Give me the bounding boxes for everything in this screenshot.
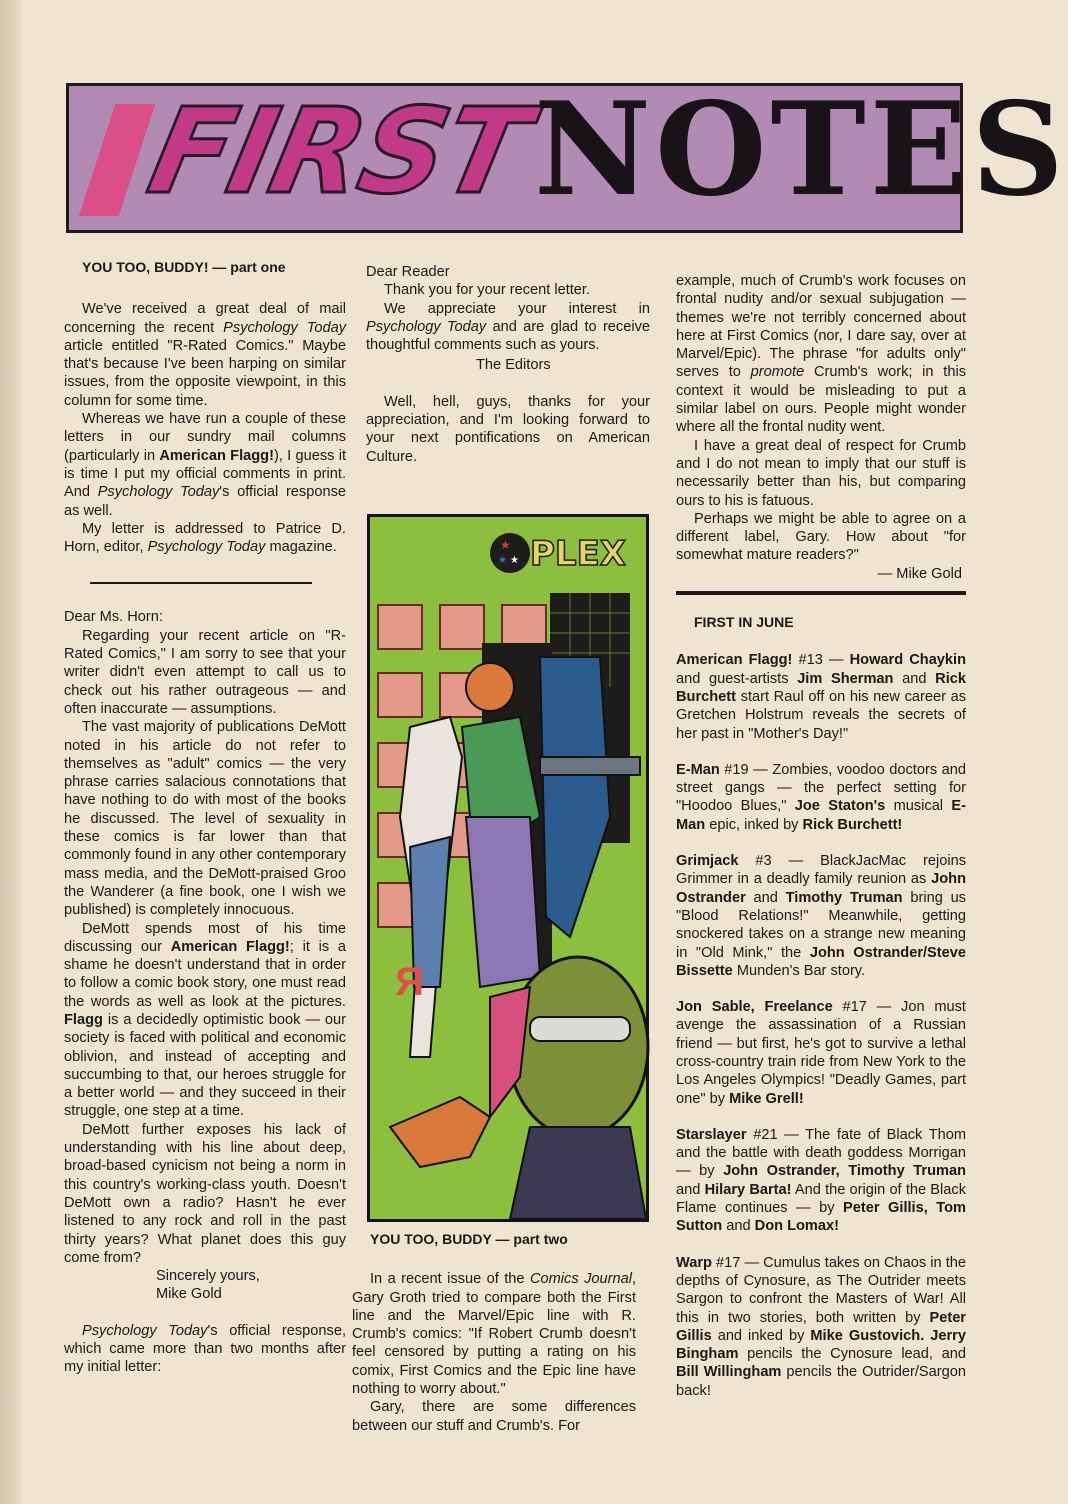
page-gutter [0,0,22,1504]
banner-notes-text: NOTES [534,75,1068,225]
listing-warp: Warp #17 — Cumulus takes on Chaos in the depths of Cynosure, as The Outrider meets Sargon to confront the Masters of War! All this in two stories, both written by Peter Gillis and inked by Mike Gustovich. Jerry Bingham pencils the Cynosure lead, and Bill Willingham pencils the Outrider/Sargon back! [676,1254,966,1399]
listing-grimjack: Grimjack #3 — BlackJacMac rejoins Grimmer in a deadly family reunion as John Ostrander and Timothy Truman bring us "Blood Relations!" Meanwhile, getting snockered takes on a strange new meaning in "Old Mink," the John Ostrander/Steve Bissette Munden's Bar story. [676,853,966,979]
section-heading-part-one: YOU TOO, BUDDY! — part one [82,259,286,275]
paragraph: Whereas we have run a couple of these letters in our sundry mail columns (particularly in American Flagg!), I guess it is time I put my official comments in print. And Psychology Today's official response as well. [64,411,347,519]
paragraph: We've received a great deal of mail concerning the recent Psychology Today article entitled "R-Rated Comics." Maybe that's because I've been harping on similar issues, from the opposite viewpoint, in this column for some time. [64,301,346,409]
star-icon: ★ [498,555,507,566]
comic-art-svg [370,517,646,1219]
listing-jon-sable: Jon Sable, Freelance #17 — Jon must avenge the assassination of a Russian friend — but first, he's got to survive a lethal cross-country train ride from New York to the Los Angeles Olympics! "Deadly Games, part one" by Mike Grell! [676,999,966,1107]
divider [676,591,966,595]
letter-salutation: Dear Ms. Horn: [64,609,163,626]
paragraph: Psychology Today's official response, which came more than two months after my initial letter: [64,1322,347,1376]
column-two [366,263,650,466]
comic-illustration [367,514,649,1222]
star-icon: ★ [500,538,511,552]
plex-logo: PLEX [530,534,627,574]
listing-american-flagg: American Flagg! #13 — Howard Chaykin and guest-artists Jim Sherman and Rick Burchett start Raul off on his new career as Gretchen Holstrum reveals the secrets of her past in "Mother's Day!" [676,652,967,742]
paragraph: Gary, there are some differences between our stuff and Crumb's. For [352,1399,636,1434]
paragraph: example, much of Crumb's work focuses on frontal nudity and/or sexual subjugation — themes we're not terribly concerned about here at First Comics (nor, I dare say, over at Marvel/Epic). The phrase "for adults only" serves to promote Crumb's work; in this context it would be misleading to put a similar label on ours. People might wonder where all the frontal nudity went. [676,273,966,436]
column-two-bottom [352,1230,636,1435]
reply-signature: The Editors [476,357,551,374]
paragraph: My letter is addressed to Patrice D. Horn, editor, Psychology Today magazine. [64,520,346,556]
banner-first-text: FIRST [138,82,539,220]
divider [90,582,312,584]
letter-paragraph: The vast majority of publications DeMott noted in his article do not refer to themselves as "adult" comics — the very phrase carries salacious connotations that have nothing to do with most of the books he discussed. The level of sexuality in these comics is far lower than that commonly found in any other contemporary mass media, and the DeMott-praised Groo the Wanderer (a fine book, one I wish we published) is completely innocuous. [64,719,346,919]
column-three [676,272,966,1400]
listing-starslayer: Starslayer #21 — The fate of Black Thom and the battle with death goddess Morrigan — by John Ostrander, Timothy Truman and Hilary Barta! And the origin of the Black Flame continues — by Peter Gillis, Tom Sutton and Don Lomax! [676,1126,966,1235]
reply-salutation: Dear Reader [366,264,450,280]
listing-e-man: E-Man #19 — Zombies, voodoo doctors and street gangs — the perfect setting for "Hoodoo Blues," Joe Staton's musical E-Man epic, inked by Rick Burchett! [676,761,966,833]
section-heading-part-two: YOU TOO, BUDDY — part two [370,1231,568,1247]
paragraph: Well, hell, guys, thanks for your appreciation, and I'm looking forward to your next pontifications on American Culture. [366,393,650,465]
paragraph: In a recent issue of the Comics Journal, Gary Groth tried to compare both the First line and the Marvel/Epic line with R. Crumb's comics: "If Robert Crumb doesn't feel censored by putting a rating on his comix, First Comics and the Epic line have nothing to worry about." [352,1271,636,1398]
letter-paragraph: Regarding your recent article on "R-Rated Comics," I am sorry to see that your writer didn't even attempt to call us to check out his rather outrageous — and often inaccurate — assumptions. [64,627,346,717]
letter-signer: Mike Gold [156,1286,222,1303]
column-one [64,258,346,1377]
mirrored-sign-icon: R [395,960,424,1004]
letter-paragraph: DeMott spends most of his time discussing our American Flagg!; it is a shame he doesn't understand that in order to follow a comic book story, one must read the words as well as look at the pictures. Flagg is a decidedly optimistic book — our society is faced with political and economic oblivion, and instead of accepting and succumbing to that, our heroes struggle for a better world — and they succeed in their struggle, one step at a time. [64,920,347,1120]
reply-paragraph: We appreciate your interest in Psychology Today and are glad to receive thoughtful comments such as yours. [366,300,650,354]
letter-closing: Sincerely yours, [156,1268,260,1285]
letter-paragraph: DeMott further exposes his lack of understanding with his line about deep, broad-based cynicism not being a norm in this country's working-class youth. Doesn't DeMott own a radio? Hasn't he ever listened to any rock and roll in the past thirty years? What planet does this guy come from? [64,1121,346,1266]
signature: — Mike Gold [877,565,962,582]
section-heading-first-in-june: FIRST IN JUNE [694,614,794,631]
first-notes-banner [66,75,1068,233]
star-icon: ★ [510,555,519,566]
paragraph: I have a great deal of respect for Crumb and I do not mean to imply that our stuff is necessarily better than his, but comparing ours to his is fatuous. [676,437,966,509]
reply-paragraph: Thank you for your recent letter. [384,282,591,299]
paragraph: Perhaps we might be able to agree on a different label, Gary. How about "for somewhat mature readers?" [676,510,966,564]
